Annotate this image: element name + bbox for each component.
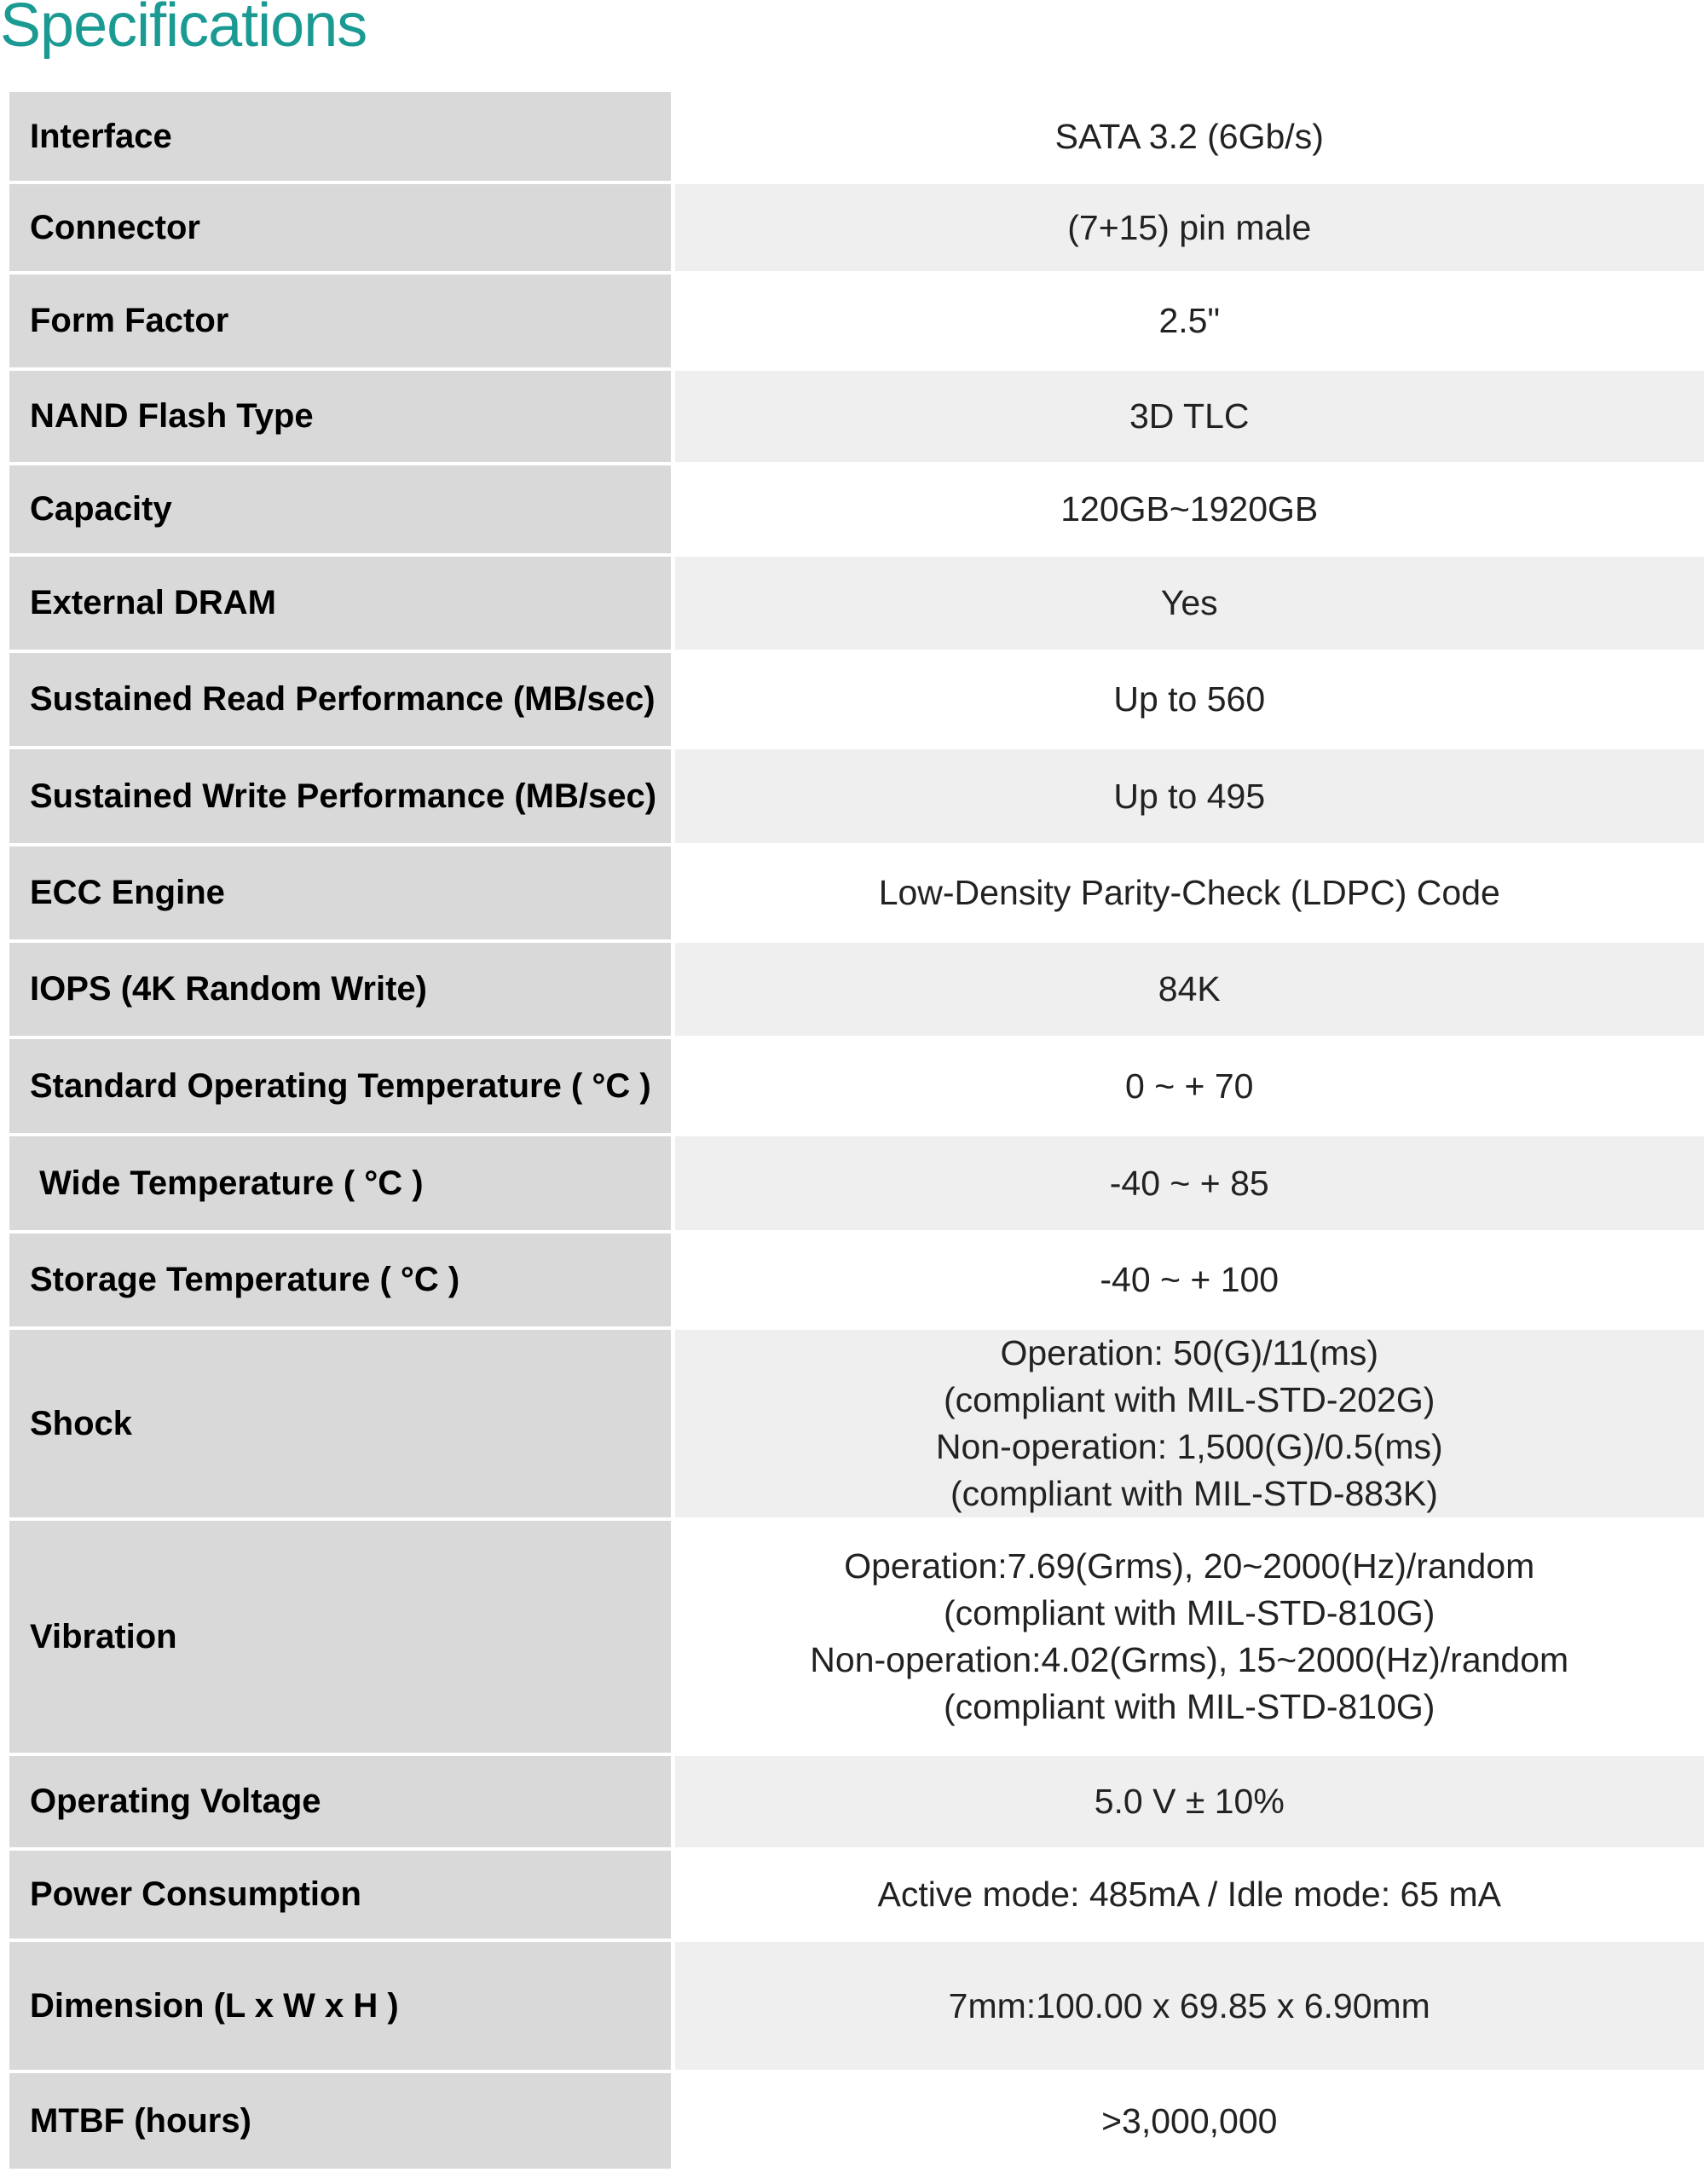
page-title: Specifications — [0, 0, 367, 60]
spec-row — [9, 1519, 1704, 1754]
spec-row — [9, 369, 1704, 464]
spec-label: External DRAM — [9, 555, 673, 651]
spec-label: Form Factor — [9, 273, 673, 369]
spec-value — [673, 1754, 1704, 1849]
spec-row — [9, 651, 1704, 748]
spec-label: Shock — [9, 1328, 673, 1519]
spec-value-line: 3D TLC — [1129, 396, 1250, 436]
spec-label: Connector — [9, 182, 673, 273]
spec-value — [673, 1037, 1704, 1135]
spec-value-line: 5.0 V ± 10% — [1094, 1782, 1285, 1821]
spec-label: Sustained Write Performance (MB/sec) — [9, 748, 673, 845]
spec-value-line: Operation:7.69(Grms), 20~2000(Hz)/random — [844, 1546, 1535, 1586]
spec-value — [673, 1232, 1704, 1328]
spec-row — [9, 941, 1704, 1037]
spec-row — [9, 273, 1704, 369]
spec-value-line: Operation: 50(G)/11(ms) — [1000, 1333, 1379, 1372]
spec-row — [9, 555, 1704, 651]
spec-value — [673, 941, 1704, 1037]
spec-row — [9, 1940, 1704, 2071]
spec-value-line: SATA 3.2 (6Gb/s) — [1054, 116, 1324, 156]
spec-label: Vibration — [9, 1519, 673, 1754]
spec-label: Capacity — [9, 464, 673, 555]
spec-value — [673, 555, 1704, 651]
spec-label: Operating Voltage — [9, 1754, 673, 1849]
spec-label: Storage Temperature ( °C ) — [9, 1232, 673, 1328]
spec-value-line: >3,000,000 — [1101, 2100, 1278, 2141]
spec-value-line: 120GB~1920GB — [1060, 489, 1319, 529]
spec-value-line: (7+15) pin male — [1067, 207, 1312, 247]
spec-value — [673, 2071, 1704, 2170]
spec-value-line: Non-operation: 1,500(G)/0.5(ms) — [935, 1427, 1443, 1466]
spec-row — [9, 748, 1704, 845]
spec-value — [673, 1519, 1704, 1754]
spec-value-line: Yes — [1160, 583, 1218, 622]
spec-label: Power Consumption — [9, 1849, 673, 1940]
spec-value — [673, 1328, 1704, 1519]
spec-value — [673, 1135, 1704, 1232]
spec-table — [9, 92, 1704, 2172]
spec-row — [9, 2071, 1704, 2170]
spec-value — [673, 369, 1704, 464]
spec-value-line: Up to 560 — [1113, 679, 1266, 719]
spec-label: IOPS (4K Random Write) — [9, 941, 673, 1037]
spec-value-line: (compliant with MIL-STD-810G) — [944, 1593, 1435, 1632]
spec-value-line: 0 ~ + 70 — [1125, 1066, 1254, 1106]
spec-label: Sustained Read Performance (MB/sec) — [9, 651, 673, 748]
spec-label: Dimension (L x W x H ) — [9, 1940, 673, 2071]
spec-value-line: Non-operation:4.02(Grms), 15~2000(Hz)/random — [810, 1640, 1569, 1679]
spec-value — [673, 1849, 1704, 1940]
spec-value-line: 2.5" — [1158, 301, 1221, 340]
spec-value — [673, 92, 1704, 182]
spec-label: Interface — [9, 92, 673, 182]
spec-value-line: (compliant with MIL-STD-810G) — [944, 1687, 1435, 1726]
spec-row — [9, 845, 1704, 941]
spec-value-line: Active mode: 485mA / Idle mode: 65 mA — [877, 1875, 1502, 1914]
spec-row — [9, 1232, 1704, 1328]
spec-row — [9, 1754, 1704, 1849]
spec-row — [9, 92, 1704, 182]
spec-value-line: -40 ~ + 85 — [1109, 1163, 1269, 1203]
spec-value-line: (compliant with MIL-STD-883K) — [940, 1474, 1438, 1513]
spec-value-line: (compliant with MIL-STD-202G) — [944, 1380, 1435, 1419]
spec-label: Standard Operating Temperature ( °C ) — [9, 1037, 673, 1135]
spec-value-line: Up to 495 — [1113, 776, 1266, 816]
spec-row — [9, 1849, 1704, 1940]
spec-label: MTBF (hours) — [9, 2071, 673, 2170]
spec-label: NAND Flash Type — [9, 369, 673, 464]
spec-value-line: 7mm:100.00 x 69.85 x 6.90mm — [948, 1985, 1430, 2025]
spec-row — [9, 1135, 1704, 1232]
spec-value — [673, 748, 1704, 845]
spec-label: Wide Temperature ( °C ) — [9, 1135, 673, 1232]
spec-row — [9, 464, 1704, 555]
spec-value-line: 84K — [1158, 969, 1221, 1008]
spec-value — [673, 182, 1704, 273]
spec-value — [673, 845, 1704, 941]
spec-value — [673, 464, 1704, 555]
spec-table-body — [9, 92, 1704, 2170]
spec-row — [9, 182, 1704, 273]
spec-row — [9, 1037, 1704, 1135]
spec-value-line: Low-Density Parity-Check (LDPC) Code — [878, 873, 1500, 912]
spec-value — [673, 273, 1704, 369]
spec-value — [673, 651, 1704, 748]
spec-row — [9, 1328, 1704, 1519]
spec-label: ECC Engine — [9, 845, 673, 941]
spec-value-line: -40 ~ + 100 — [1100, 1260, 1279, 1299]
spec-value — [673, 1940, 1704, 2071]
